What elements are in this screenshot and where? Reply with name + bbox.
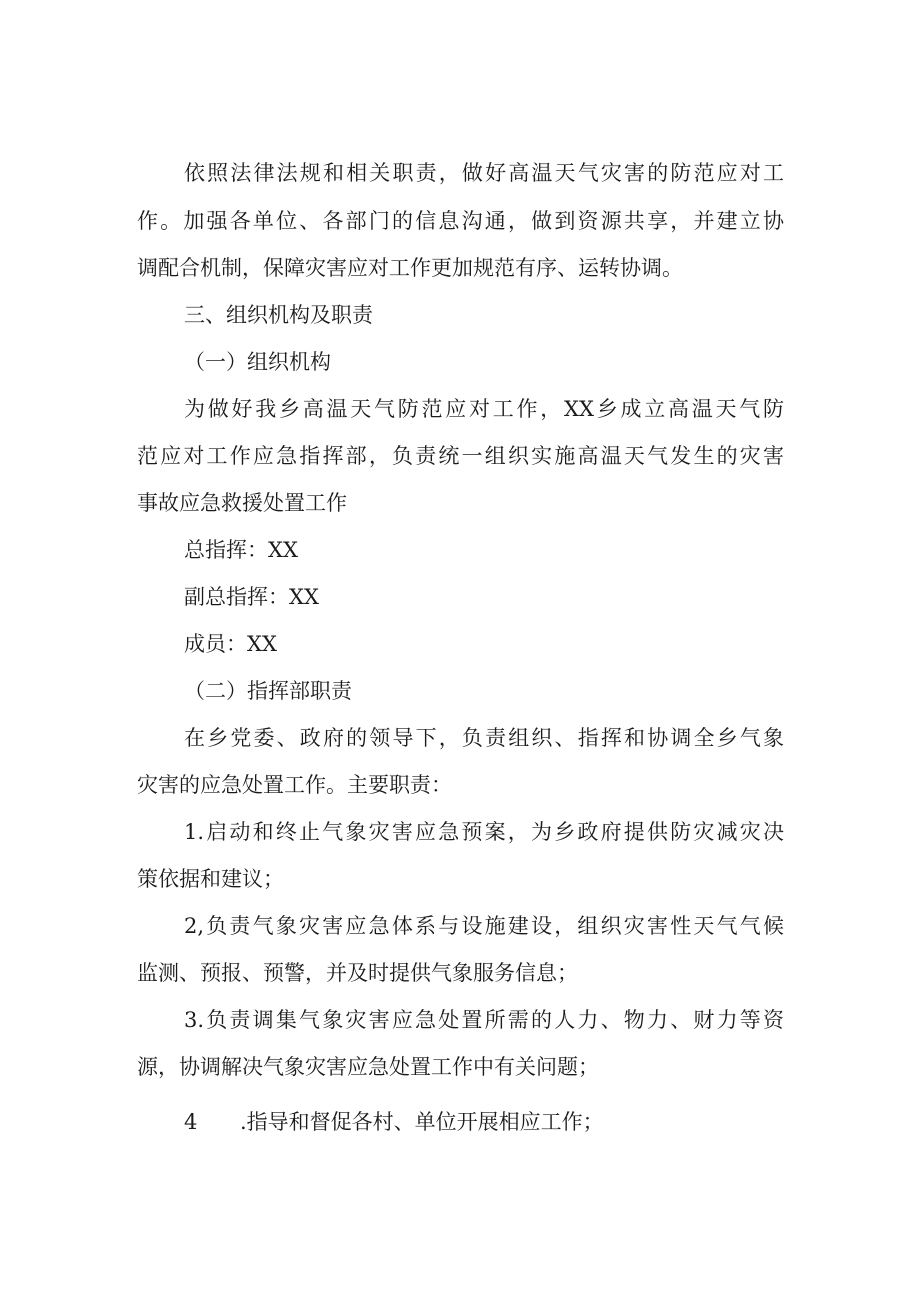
paragraph-line: 依照法律法规和相关职责，做好高温天气灾害的防范应对工 bbox=[184, 161, 784, 185]
section-heading: 三、组织机构及职责 bbox=[184, 303, 373, 327]
list-item-1: 1.启动和终止气象灾害应急预案，为乡政府提供防灾减灾决 bbox=[184, 820, 784, 844]
list-item-2-continued: 监测、预报、预警，并及时提供气象服务信息； bbox=[137, 961, 578, 985]
paragraph-line: 调配合机制，保障灾害应对工作更加规范有序、运转协调。 bbox=[137, 256, 683, 280]
subsection-heading: （一）组织机构 bbox=[184, 350, 331, 374]
commander-line: 总指挥：XX bbox=[184, 538, 298, 562]
list-item-4-number: 4 bbox=[184, 1110, 198, 1134]
paragraph-line: 作。加强各单位、各部门的信息沟通，做到资源共享，并建立协 bbox=[137, 209, 784, 233]
list-item-2: 2,负责气象灾害应急体系与设施建设，组织灾害性天气气候 bbox=[184, 914, 784, 938]
paragraph-line: 灾害的应急处置工作。主要职责： bbox=[137, 773, 452, 797]
members-line: 成员：XX bbox=[184, 632, 277, 656]
list-item-3: 3.负责调集气象灾害应急处置所需的人力、物力、财力等资 bbox=[184, 1008, 784, 1032]
list-item-1-continued: 策依据和建议； bbox=[137, 867, 284, 891]
paragraph-line: 范应对工作应急指挥部，负责统一组织实施高温天气发生的灾害 bbox=[137, 444, 784, 468]
list-item-3-continued: 源，协调解决气象灾害应急处置工作中有关问题； bbox=[137, 1055, 599, 1079]
paragraph-line: 事故应急救援处置工作 bbox=[137, 491, 347, 515]
list-item-4: .指导和督促各村、单位开展相应工作； bbox=[240, 1110, 604, 1134]
paragraph-line: 在乡党委、政府的领导下，负责组织、指挥和协调全乡气象 bbox=[184, 726, 784, 750]
deputy-commander-line: 副总指挥：XX bbox=[184, 585, 319, 609]
subsection-heading: （二）指挥部职责 bbox=[184, 679, 352, 703]
paragraph-line: 为做好我乡高温天气防范应对工作，XX乡成立高温天气防 bbox=[184, 397, 784, 421]
